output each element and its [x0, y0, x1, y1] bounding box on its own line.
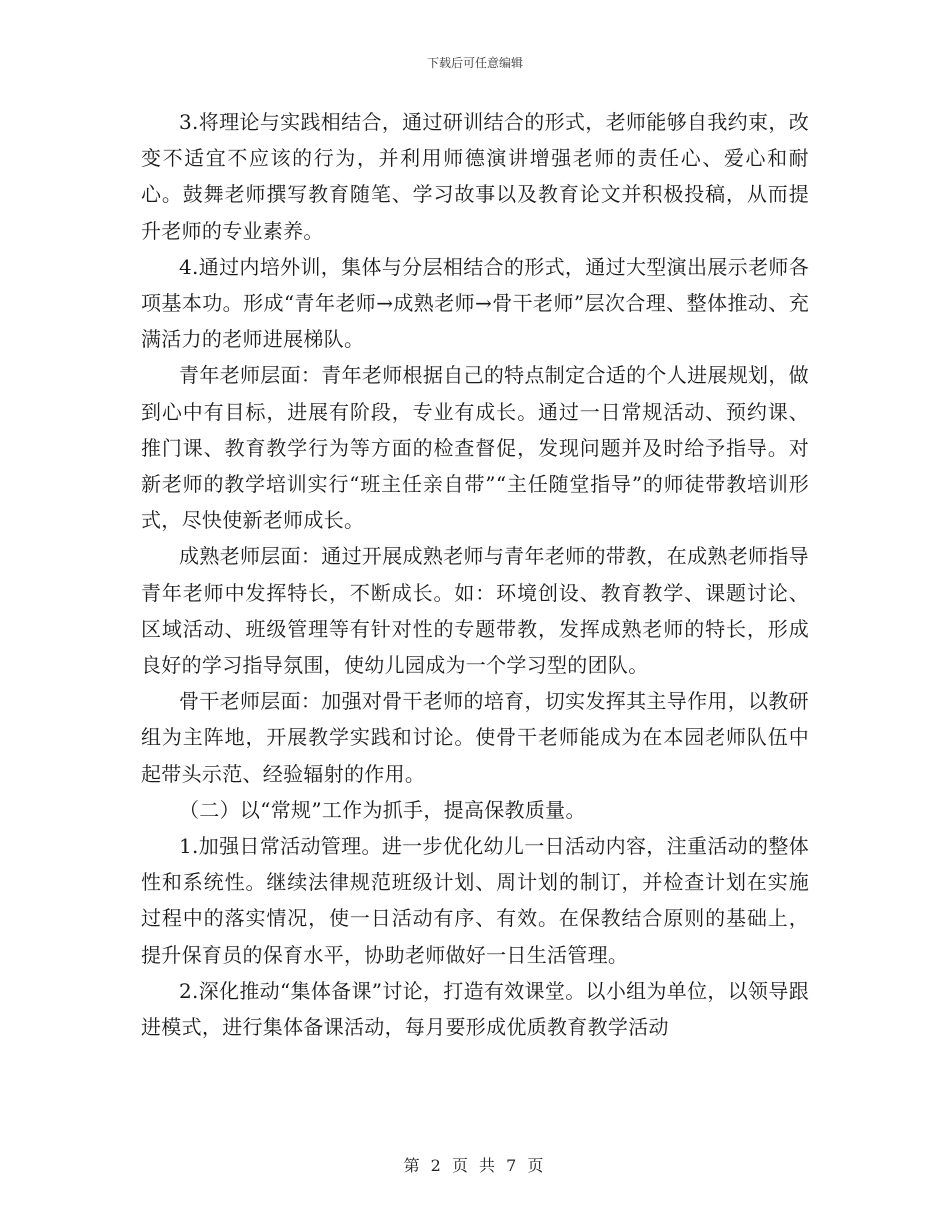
page-number: 第 2 页 共 7 页	[403, 1156, 547, 1175]
paragraph-daily-activity: 1.加强日常活动管理。进一步优化幼儿一日活动内容，注重活动的整体性和系统性。继续法律规范班级计划、周计划的制订，并检查计划在实施过程中的落实情况，使一日活动有序、有效。在保教结合原则的基础上，提升保育员的保育水平，协助老师做好一日生活管理。	[141, 834, 809, 967]
section-heading-routine-work: （二）以“常规”工作为抓手，提高保教质量。	[179, 797, 586, 822]
paragraph-mature-teachers: 成熟老师层面：通过开展成熟老师与青年老师的带教，在成熟老师指导青年老师中发挥特长，不断成长。如：环境创设、教育教学、课题讨论、区域活动、班级管理等有针对性的专题带教，发挥成熟老师的特长，形成良好的学习指导氛围，使幼儿园成为一个学习型的团队。	[141, 544, 809, 678]
paragraph-backbone-teachers: 骨干老师层面：加强对骨干老师的培育，切实发挥其主导作用，以教研组为主阵地，开展教学实践和讨论。使骨干老师能成为在本园老师队伍中起带头示范、经验辐射的作用。	[141, 689, 809, 786]
paragraph-training-ladder: 4.通过内培外训，集体与分层相结合的形式，通过大型演出展示老师各项基本功。形成“青年老师→成熟老师→骨干老师”层次合理、整体推动、充满活力的老师进展梯队。	[141, 254, 809, 352]
paragraph-collective-lesson-prep: 2.深化推动“集体备课”讨论，打造有效课堂。以小组为单位，以领导跟进模式，进行集体备课活动，每月要形成优质教育教学活动	[141, 978, 809, 1040]
header-note: 下载后可任意编辑	[426, 56, 523, 70]
paragraph-teacher-ethics: 3.将理论与实践相结合，通过研训结合的形式，老师能够自我约束，改变不适宜不应该的行为，并利用师德演讲增强老师的责任心、爱心和耐心。鼓舞老师撰写教育随笔、学习故事以及教育论文并积极投稿，从而提升老师的专业素养。	[141, 110, 809, 243]
paragraph-young-teachers: 青年老师层面：青年老师根据自己的特点制定合适的个人进展规划，做到心中有目标，进展有阶段，专业有成长。通过一日常规活动、预约课、推门课、教育教学行为等方面的检查督促，发现问题并及时给予指导。对新老师的教学培训实行“班主任亲自带”“主任随堂指导”的师徒带教培训形式，尽快使新老师成长。	[141, 363, 809, 533]
document-body	[141, 104, 809, 1045]
